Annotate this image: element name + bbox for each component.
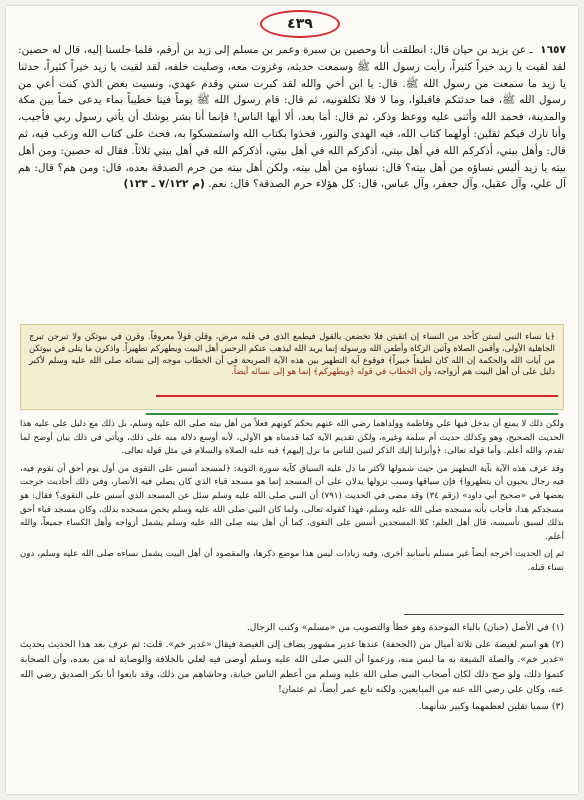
document-page (6, 6, 578, 794)
hadith-block (18, 42, 566, 193)
note-text: ﴿يا نساء النبي لستن كأحد من النساء إن اتقيتن فلا تخضعن بالقول فيطمع الذي في قلبه مرض، وقلن قولاً معروفاً. وقرن في بيوتكن ولا تبرجن تبرج الجاهلية الأولى، وأقمن الصلاة وآتين الزكاة وأطعن الله ورسوله إنما يريد الله ليذهب عنكم الرجس أهل البيت ويطهركم تطهيراً. واذكرن ما يتلى في بيوتكن من آيات الله والحكمة إن الله كان لطيفاً خبيراً﴾ فوقوع آية التطهير بين هذه الآية الصريحة في أن الخطاب موجه إلى نسائه صلى الله عليه وسلم لأكبر دليل على أن أهل البيت هم أزواجه، (29, 331, 555, 377)
red-underline (156, 395, 558, 397)
footnotes (20, 620, 564, 716)
hadith-number: ١٦٥٧ (540, 44, 566, 56)
hadith-text: ـ عن يزيد بن حيان قال: انطلقت أنا وحصين بن سبرة وعمر بن مسلم إلى زيد بن أرقم، فلما جلسنا إليه، قال له حصين: لقد لقيت يا زيد خيراً كثيراً، رأيت رسول الله ﷺ وسمعت حديثه، وغزوت معه، وصليت خلفه، لقد لقيت يا زيد خيراً كثيراً، حدثنا يا زيد ما سمعت من رسول الله ﷺ. قال: يا ابن أخي والله لقد كبرت سني وقدم عهدي، ونسيت بعض الذي كنت أعي من رسول الله ﷺ، فما حدثتكم فاقبلوا، وما لا فلا تكلفونيه، ثم قال: قام رسول الله ﷺ يوماً فينا خطيباً بماء يدعى خماً بين مكة والمدينة، فحمد الله وأثنى عليه ووعظ وذكر، ثم قال: أما بعد، ألا أيها الناس! فإنما أنا بشر يوشك أن يأتي رسول ربي فأجيب، وأنا تارك فيكم ثقلين: أولهما كتاب الله، فيه الهدى والنور، فخذوا بكتاب الله واستمسكوا به، فحث على كتاب الله ورغب فيه، ثم قال: وأهل بيتي، أذكركم الله في أهل بيتي، أذكركم الله في أهل بيتي، أذكركم الله في أهل بيتي ثلاثاً. فقال له حصين: ومن أهل بيته يا زيد أليس نساؤه من أهل بيته؟ قال: نساؤه من أهل بيته، ولكن أهل بيته من حرم الصدقة بعده، قال: ومن هم؟ قال: هم آل علي، وآل عقيل، وآل جعفر، وآل عباس، قال: كل هؤلاء حرم الصدقة؟ قال: نعم. (18, 44, 566, 191)
footnote-3: (٣) سميا ثقلين لعظمهما وكبير شأنهما. (418, 701, 564, 712)
footnote-separator (404, 614, 564, 615)
commentary-paragraph: وقد عرف هذه الآية بآية التطهير من حيث شمولها لأكثر ما دل عليه السياق كآية سورة التوبة: ﴿لمسجد أسس على التقوى من أول يوم أحق أن تقوم فيه، فيه رجال يحبون أن يتطهروا﴾ فإن سياقها وسبب نزولها يدلان على أن المسجد إنما هو مسجد قباء الذي كان يصلي فيه الأنصار، وفي ذلك أحاديث خرجت بعضها في «صحيح أبي داود» (رقم ٣٤) وقد مضى في الحديث (٧٩١) أن النبي صلى الله عليه وسلم سئل عن المسجد الذي أسس على التقوى؟ فقال: هو مسجدكم هذا، فأجاب بأنه مسجده صلى الله عليه وسلم، فهذا كقوله تعالى، ولما كان النبي صلى الله عليه وسلم يخص مسجده بذلك، وكان مسجد قباء أحق بذلك لسبق تأسيسه، قال أهل العلم: كلا المسجدين أسس على التقوى، كما أن أهل بيته صلى الله عليه وسلم يشمل أزواجه وأهل الكساء جميعاً، والله أعلم. (20, 463, 564, 542)
hadith-reference: (م ٧/١٢٢ ـ ١٢٣) (123, 178, 205, 191)
commentary-paragraph: ثم إن الحديث أخرجه أيضاً غير مسلم بأسانيد أخرى، وفيه زيادات ليس هذا موضع ذكرها، والمقصود أن أهل البيت يشمل نساءه صلى الله عليه وسلم، دون نساء قبله. (20, 549, 564, 573)
highlighted-note-box (20, 324, 564, 410)
page-number: ٤٣٩ (260, 10, 340, 38)
footnote-1: (١) في الأصل (حبان) بالباء الموحدة وهو خطأ والتصويب من «مسلم» وكتب الرجال. (246, 622, 564, 633)
green-underline (146, 413, 558, 415)
commentary-paragraph: ولكن ذلك لا يمنع أن يدخل فيها علي وفاطمة وولداهما رضي الله عنهم بحكم كونهم فعلاً من أهل بيته صلى الله عليه وسلم، بل ذلك مع دليل على عليه هذا الحديث الصحيح، وهو وكذلك حديث أم سلمة وغيره، ولكن تقديم الآية كما قدمناه هو الأولى، لأنه أوسع دلالة منه على ذلك، ويأتي في ذلك بيان أوضح لما تقدم، والله أعلم. وأما قوله تعالى: ﴿وأنزلنا إليك الذكر لتبين للناس ما نزل إليهم﴾ فيه عليه الصلاة والسلام في مثل قوله تعالى. (20, 419, 564, 457)
note-highlight: وأن الخطاب في قوله ﴿ويطهركم﴾ إنما هو إلى نسائه أيضاً. (231, 366, 432, 377)
footnote-2: (٢) هو اسم لغيضة على ثلاثة أميال من (الجحفة) عندها غدير مشهور يضاف إلى الغيضة فيقال «غدير خم». قلت: ثم عرف بعد هذا الحديث بحديث «غدير خم». والصلة الشيعة به ما ليس منه، وزعموا أن النبي صلى الله عليه وسلم أوصى فيه لعلي بالخلافة والوصاية له من بعده، وأن الصحابة كتموا ذلك، ولو صح ذلك لكان أصحاب النبي صلى الله عليه وسلم من أعظم الناس خيانة، وحاشاهم من ذلك، وقد بايعوا أبا بكر الصديق رضي الله عنه، وكان علي رضي الله عنه من المبايعين، ولكنه تابع عمر أيضاً، ثم عثمان! (20, 639, 564, 695)
commentary (20, 418, 564, 580)
